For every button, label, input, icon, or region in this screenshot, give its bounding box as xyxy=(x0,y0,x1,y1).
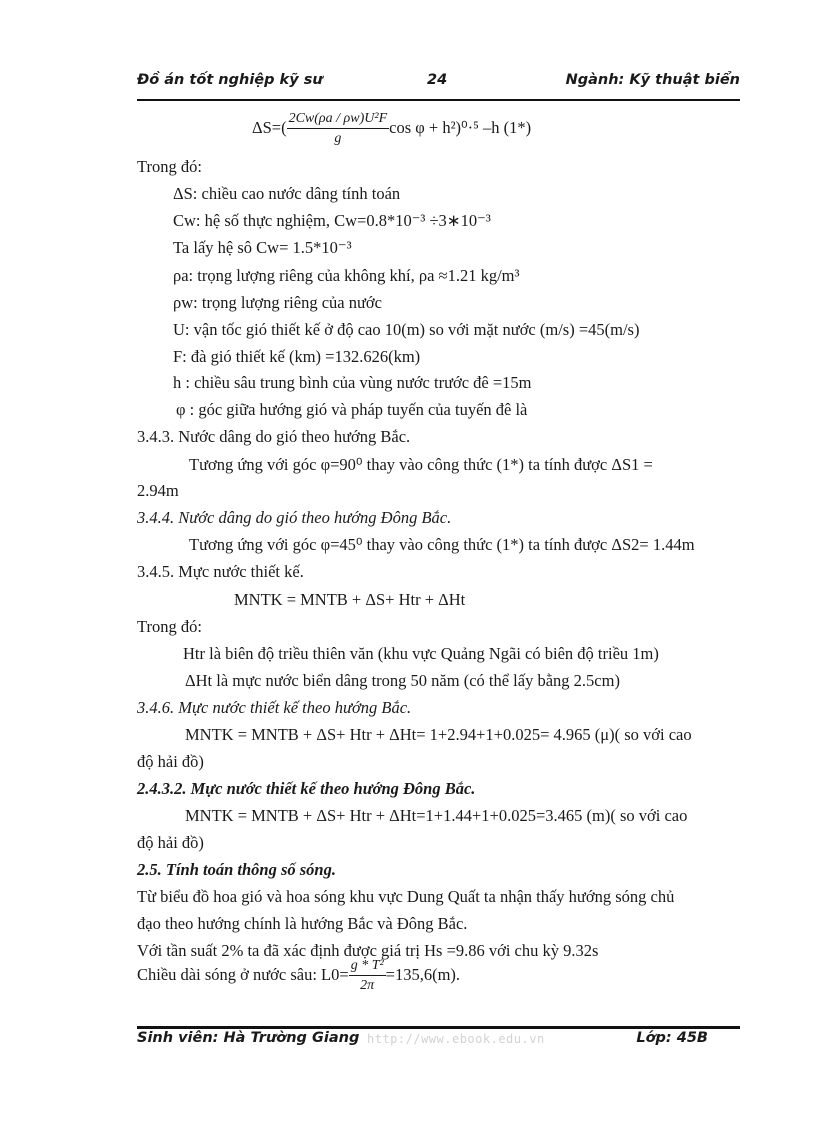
heading-3-4-5: 3.4.5. Mực nước thiết kế. xyxy=(137,562,304,581)
formula-tail: cos φ + h²)⁰·⁵ –h (1*) xyxy=(389,118,532,137)
para-2-5-line1: Từ biểu đồ hoa gió và hoa sóng khu vực Dung Quất ta nhận thấy hướng sóng chủ xyxy=(137,887,675,906)
mntk-formula: MNTK = MNTB + ΔS+ Htr + ΔHt xyxy=(234,590,466,609)
para-2-4-3-2-line1: MNTK = MNTB + ΔS+ Htr + ΔHt=1+1.44+1+0.025=3.465 (m)( so với cao xyxy=(185,806,688,825)
def-h: h : chiều sâu trung bình của vùng nước trước đê =15m xyxy=(173,373,532,392)
l0-denominator: 2π xyxy=(360,978,375,994)
heading-2-4-3-2: 2.4.3.2. Mực nước thiết kế theo hướng Đông Bắc. xyxy=(137,779,476,798)
formula-numerator: 2Cw(ρa / ρw)U²F xyxy=(287,111,390,129)
def-f: F: đà gió thiết kế (km) =132.626(km) xyxy=(173,347,421,366)
header-doc-title: Đồ án tốt nghiệp kỹ sư xyxy=(137,72,323,88)
header-major: Ngành: Kỹ thuật biển xyxy=(565,72,740,88)
trong-do-label-2: Trong đó: xyxy=(137,617,202,636)
formula-1 xyxy=(252,108,531,148)
footer-rule xyxy=(137,1026,740,1029)
para-3-4-3-line1: Tương ứng với góc φ=90⁰ thay vào công thức (1*) ta tính được ΔS1 = xyxy=(189,455,653,474)
l0-prefix: Chiều dài sóng ở nước sâu: L0= xyxy=(137,965,349,984)
def-phi: φ : góc giữa hướng gió và pháp tuyến của tuyến đê là xyxy=(176,400,528,419)
def-htr: Htr là biên độ triều thiên văn (khu vực Quảng Ngãi có biên độ triều 1m) xyxy=(183,644,659,663)
heading-3-4-3: 3.4.3. Nước dâng do gió theo hướng Bắc. xyxy=(137,427,411,446)
para-2-5-line3: Với tần suất 2% ta đã xác định được giá trị Hs =9.86 với chu kỳ 9.32s xyxy=(137,941,599,960)
def-dht: ΔHt là mực nước biển dâng trong 50 năm (có thể lấy bằng 2.5cm) xyxy=(185,671,620,690)
formula-lhs: ΔS=( xyxy=(252,118,287,137)
page-number: 24 xyxy=(427,72,448,88)
footer-watermark-link[interactable]: http://www.ebook.edu.vn xyxy=(367,1032,545,1046)
l0-numerator: g * T² xyxy=(349,958,386,976)
para-3-4-4: Tương ứng với góc φ=45⁰ thay vào công thức (1*) ta tính được ΔS2= 1.44m xyxy=(189,535,695,554)
def-rho-a: ρa: trọng lượng riêng của không khí, ρa ≈1.21 kg/m³ xyxy=(173,266,520,285)
para-2-5-line2: đạo theo hướng chính là hướng Bắc và Đông Bắc. xyxy=(137,914,468,933)
para-3-4-3-line2: 2.94m xyxy=(137,481,179,500)
footer-class: Lớp: 45B xyxy=(636,1030,708,1046)
trong-do-label: Trong đó: xyxy=(137,157,202,176)
l0-formula xyxy=(137,953,460,997)
l0-result: =135,6(m). xyxy=(385,965,461,984)
heading-3-4-4: 3.4.4. Nước dâng do gió theo hướng Đông Bắc. xyxy=(137,508,452,527)
def-cw-chosen: Ta lấy hệ sô Cw= 1.5*10⁻³ xyxy=(173,238,352,257)
formula-denominator: g xyxy=(334,131,342,147)
para-2-4-3-2-line2: độ hải đồ) xyxy=(137,833,204,852)
formula-fraction xyxy=(287,111,390,147)
footer-student: Sinh viên: Hà Trường Giang xyxy=(137,1030,360,1046)
l0-fraction xyxy=(349,958,386,994)
def-cw: Cw: hệ số thực nghiệm, Cw=0.8*10⁻³ ÷3∗10⁻³ xyxy=(173,211,491,230)
heading-3-4-6: 3.4.6. Mực nước thiết kế theo hướng Bắc. xyxy=(137,698,412,717)
def-ds: ΔS: chiều cao nước dâng tính toán xyxy=(173,184,401,203)
def-u: U: vận tốc gió thiết kế ở độ cao 10(m) so với mặt nước (m/s) =45(m/s) xyxy=(173,320,640,339)
para-3-4-6-line2: độ hải đồ) xyxy=(137,752,204,771)
page-footer xyxy=(137,1030,740,1052)
para-3-4-6-line1: MNTK = MNTB + ΔS+ Htr + ΔHt= 1+2.94+1+0.025= 4.965 (μ)( so với cao xyxy=(185,725,692,744)
heading-2-5: 2.5. Tính toán thông số sóng. xyxy=(137,860,336,879)
def-rho-w: ρw: trọng lượng riêng của nước xyxy=(173,293,382,312)
